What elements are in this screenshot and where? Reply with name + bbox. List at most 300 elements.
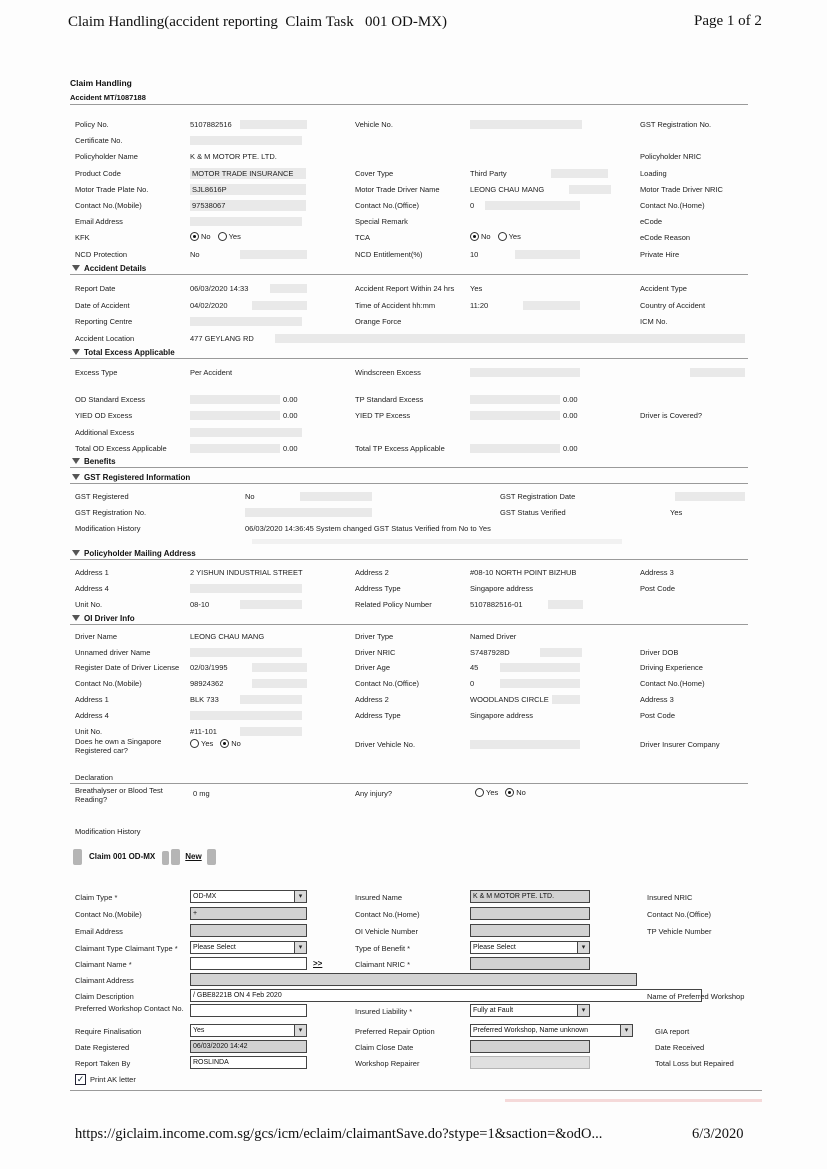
field-value: 04/02/2020	[190, 301, 228, 310]
form-row	[70, 198, 762, 214]
field-label: Preferred Workshop Contact No.	[75, 1004, 184, 1013]
field-label: Any injury?	[355, 789, 393, 798]
field-label: Register Date of Driver License	[75, 663, 180, 672]
radio-button[interactable]	[475, 788, 484, 797]
field-label: Date Registered	[75, 1043, 130, 1052]
radio-label: No	[516, 788, 526, 797]
form-row	[70, 281, 762, 297]
field-label: GST Registration No.	[75, 508, 147, 517]
form-row	[70, 408, 762, 424]
field-label: Claimant Name *	[75, 960, 132, 969]
field-label: Address 2	[355, 695, 389, 704]
redacted-box	[190, 217, 302, 226]
field-value: 0 mg	[193, 789, 210, 798]
form-row	[70, 597, 762, 613]
field-label: OI Vehicle Number	[355, 927, 418, 936]
dropdown-value: Please Select	[193, 944, 236, 951]
field-label: Post Code	[640, 711, 676, 720]
claimant-type-select[interactable]	[190, 941, 307, 954]
field-label: Contact No.(Office)	[647, 910, 712, 919]
form-row	[70, 182, 762, 198]
redacted-box	[485, 201, 580, 210]
redacted-box	[240, 727, 302, 736]
field-label: Total OD Excess Applicable	[75, 444, 167, 453]
field-label: Additional Excess	[75, 428, 135, 437]
own-singapore-car-radio-group	[190, 739, 248, 748]
field-label: Driver Name	[75, 632, 118, 641]
form-row	[70, 1040, 762, 1056]
field-value: 97538067	[190, 200, 306, 211]
section-title: Policyholder Mailing Address	[84, 548, 196, 558]
form-row	[70, 214, 762, 230]
form-row	[70, 1024, 762, 1040]
field-label: Breathalyser or Blood Test Reading?	[75, 786, 163, 804]
form-row	[70, 1056, 762, 1072]
claim-description-input[interactable]: / GBE8221B ON 4 Feb 2020	[190, 989, 702, 1002]
redacted-box	[523, 301, 580, 310]
field-value: MOTOR TRADE INSURANCE	[190, 168, 306, 179]
field-label: Claim Close Date	[355, 1043, 414, 1052]
claimant-address-input[interactable]	[190, 973, 637, 986]
tab-edge-decoration	[162, 851, 169, 865]
radio-label: Yes	[508, 232, 521, 241]
field-label: Address 1	[75, 568, 109, 577]
tab-edge-decoration	[207, 849, 216, 865]
dropdown-value: Preferred Workshop, Name unknown	[473, 1027, 589, 1034]
radio-button[interactable]	[498, 232, 507, 241]
redacted-box	[252, 679, 307, 688]
field-label: Total Loss but Repaired	[655, 1059, 734, 1068]
field-label: Driver is Covered?	[640, 411, 703, 420]
radio-button[interactable]	[505, 788, 514, 797]
header-rule	[70, 104, 748, 105]
field-label: Unit No.	[75, 600, 103, 609]
section-header	[70, 263, 146, 273]
field-label: Excess Type	[75, 368, 118, 377]
field-label: Email Address	[75, 927, 123, 936]
radio-label: No	[231, 739, 241, 748]
redacted-box	[470, 411, 560, 420]
field-label: Total TP Excess Applicable	[355, 444, 445, 453]
section-title: OI Driver Info	[84, 613, 135, 623]
form-row	[70, 1004, 762, 1026]
radio-button[interactable]	[190, 232, 199, 241]
field-label: Contact No.(Home)	[640, 679, 705, 688]
form-row	[70, 425, 762, 441]
form-row	[70, 692, 762, 708]
section-collapse-icon[interactable]	[72, 349, 80, 355]
redacted-box	[470, 120, 582, 129]
form-row	[70, 629, 762, 645]
redacted-box	[190, 411, 280, 420]
redacted-box	[240, 250, 307, 259]
form-row	[70, 314, 762, 330]
checkbox[interactable]: ✓	[76, 1074, 85, 1084]
section-header	[70, 347, 175, 357]
form-row	[70, 365, 762, 381]
section-rule	[70, 467, 748, 468]
accident-reference: Accident MT/1087188	[70, 93, 146, 102]
radio-label: Yes	[201, 739, 214, 748]
field-label: Modification History	[75, 524, 141, 533]
field-label: Address 1	[75, 695, 109, 704]
form-row	[70, 117, 762, 133]
dropdown-arrow-icon: ▾	[620, 1025, 632, 1036]
redacted-box	[552, 695, 580, 704]
field-label: Cover Type	[355, 169, 394, 178]
print-ak-letter-checkbox	[75, 1074, 136, 1085]
section-rule	[70, 358, 748, 359]
amount-value: 0.00	[283, 411, 298, 420]
amount-value: 0.00	[563, 411, 578, 420]
field-value: 06/03/2020 14:36:45 System changed GST Status Verified from No to Yes	[245, 524, 491, 533]
checkbox-label: Print AK letter	[90, 1075, 136, 1084]
form-row	[70, 645, 762, 661]
field-label: Claimant Address	[75, 976, 134, 985]
section-collapse-icon[interactable]	[72, 458, 80, 464]
field-label: Date Received	[655, 1043, 705, 1052]
field-value: 2 YISHUN INDUSTRIAL STREET	[190, 568, 303, 577]
form-row	[70, 708, 762, 724]
amount-value: 0.00	[283, 444, 298, 453]
radio-button[interactable]	[218, 232, 227, 241]
radio-button[interactable]	[220, 739, 229, 748]
field-label: Insured Name	[355, 893, 403, 902]
field-label: TP Standard Excess	[355, 395, 424, 404]
section-title: Total Excess Applicable	[84, 347, 175, 357]
form-row	[70, 890, 762, 906]
form-row	[70, 565, 762, 581]
section-rule	[70, 483, 748, 484]
redacted-box	[240, 600, 302, 609]
section-title: GST Registered Information	[84, 472, 191, 482]
redacted-box	[190, 395, 280, 404]
section-header	[70, 548, 196, 558]
field-label: Contact No.(Mobile)	[75, 679, 142, 688]
field-value: 5107882516	[190, 120, 232, 129]
preferred-repair-option-select[interactable]	[470, 1024, 633, 1037]
section-collapse-icon[interactable]	[72, 474, 80, 480]
field-value: 11:20	[470, 301, 489, 310]
type-of-benefit-select[interactable]	[470, 941, 590, 954]
print-footer-url: https://giclaim.income.com.sg/gcs/icm/eclaim/claimantSave.do?stype=1&saction=&odO...	[75, 1126, 603, 1142]
form-row	[70, 392, 762, 408]
form-row	[70, 298, 762, 314]
field-label: Post Code	[640, 584, 676, 593]
redacted-box	[500, 663, 580, 672]
field-label: Date of Accident	[75, 301, 130, 310]
claim-type-select[interactable]	[190, 890, 307, 903]
field-label: Email Address	[75, 217, 123, 226]
claimant-name-lookup-link[interactable]: >>	[313, 959, 323, 968]
claimant-nric-input[interactable]	[470, 957, 590, 970]
report-taken-by-input[interactable]: ROSLINDA	[190, 1056, 307, 1069]
field-label: Motor Trade Plate No.	[75, 185, 149, 194]
field-label: GST Status Verified	[500, 508, 566, 517]
field-label: Policyholder NRIC	[640, 152, 702, 161]
field-value: Per Accident	[190, 368, 233, 377]
field-label: Product Code	[75, 169, 121, 178]
field-label: Driving Experience	[640, 663, 703, 672]
redacted-box	[252, 301, 307, 310]
field-value: #08-10 NORTH POINT BIZHUB	[470, 568, 577, 577]
redacted-box	[252, 663, 307, 672]
redacted-box	[548, 600, 583, 609]
field-label: Time of Accident hh:mm	[355, 301, 436, 310]
field-label: Country of Accident	[640, 301, 706, 310]
redacted-box	[551, 169, 608, 178]
field-label: Certificate No.	[75, 136, 123, 145]
field-label: Type of Benefit *	[355, 944, 411, 953]
radio-button[interactable]	[190, 739, 199, 748]
redacted-box	[470, 368, 580, 377]
section-rule	[70, 274, 748, 275]
print-footer-date: 6/3/2020	[692, 1126, 744, 1142]
redacted-box	[275, 334, 745, 343]
print-page-number: Page 1 of 2	[694, 13, 762, 29]
form-row	[70, 230, 762, 246]
kfk-radio-group	[190, 232, 248, 241]
field-value: Named Driver	[470, 632, 517, 641]
field-label: Address 4	[75, 584, 109, 593]
any-injury-radio-group	[475, 788, 533, 797]
dropdown-arrow-icon: ▾	[577, 1005, 589, 1016]
scan-artifact-line	[505, 1099, 762, 1102]
tab-claim-001-od-mx[interactable]: Claim 001 OD-MX	[89, 852, 156, 861]
form-row	[70, 973, 762, 989]
field-label: eCode	[640, 217, 663, 226]
field-label: Contact No.(Office)	[355, 679, 420, 688]
radio-label: No	[481, 232, 491, 241]
field-label: Motor Trade Driver NRIC	[640, 185, 723, 194]
field-label: Name of Preferred Workshop	[647, 992, 745, 1001]
require-finalisation-select[interactable]	[190, 1024, 307, 1037]
field-label: Preferred Repair Option	[355, 1027, 435, 1036]
field-label: Address 2	[355, 568, 389, 577]
redacted-box	[569, 185, 611, 194]
field-label: Address 4	[75, 711, 109, 720]
field-value: K & M MOTOR PTE. LTD.	[190, 152, 277, 161]
amount-value: 0.00	[283, 395, 298, 404]
field-value: LEONG CHAU MANG	[470, 185, 545, 194]
field-label: OD Standard Excess	[75, 395, 146, 404]
field-value: #11-101	[190, 727, 217, 736]
field-label: Contact No.(Office)	[355, 201, 420, 210]
section-title: Accident Details	[84, 263, 147, 273]
redacted-box	[190, 648, 302, 657]
field-value: 08-10	[190, 600, 210, 609]
field-value: No	[245, 492, 255, 501]
form-row	[70, 924, 762, 940]
field-label: Address 3	[640, 568, 674, 577]
print-header-title: Claim Handling(accident reporting Claim Task 001 OD-MX)	[68, 14, 448, 30]
field-value: 98924362	[190, 679, 224, 688]
section-collapse-icon[interactable]	[72, 265, 80, 271]
field-label: ICM No.	[640, 317, 668, 326]
contact-mobile-input[interactable]: +	[190, 907, 307, 920]
field-label: TCA	[355, 233, 370, 242]
redacted-box	[190, 428, 302, 437]
form-row	[70, 581, 762, 597]
field-value: 10	[470, 250, 479, 259]
field-value: 02/03/1995	[190, 663, 228, 672]
redacted-box	[240, 120, 307, 129]
field-label: Contact No.(Mobile)	[75, 201, 142, 210]
field-label: TP Vehicle Number	[647, 927, 712, 936]
field-label: Reporting Centre	[75, 317, 133, 326]
form-row	[70, 133, 762, 149]
field-label: Claimant NRIC *	[355, 960, 411, 969]
form-row	[70, 149, 762, 165]
form-row	[70, 737, 762, 759]
form-row	[70, 1074, 762, 1090]
insured-liability-select[interactable]	[470, 1004, 590, 1017]
insured-name-input[interactable]: K & M MOTOR PTE. LTD.	[470, 890, 590, 903]
field-label: Insured Liability *	[355, 1007, 413, 1016]
dropdown-value: Please Select	[473, 944, 516, 951]
redacted-box	[470, 740, 580, 749]
redacted-box	[252, 539, 622, 544]
dropdown-value: Fully at Fault	[473, 1007, 514, 1014]
field-label: Windscreen Excess	[355, 368, 421, 377]
subsection-rule	[70, 783, 748, 784]
field-value: 477 GEYLANG RD	[190, 334, 254, 343]
redacted-box	[540, 648, 582, 657]
amount-value: 0.00	[563, 444, 578, 453]
section-rule	[70, 559, 748, 560]
section-collapse-icon[interactable]	[72, 550, 80, 556]
field-label: Address 3	[640, 695, 674, 704]
dropdown-value: Yes	[193, 1027, 205, 1034]
field-label: Contact No.(Home)	[640, 201, 705, 210]
redacted-box	[515, 250, 580, 259]
contact-home-input[interactable]	[470, 907, 590, 920]
field-label: Motor Trade Driver Name	[355, 185, 440, 194]
bottom-rule	[70, 1090, 762, 1091]
field-label: Special Remark	[355, 217, 408, 226]
field-value: 0	[470, 679, 475, 688]
preferred-workshop-contact-input[interactable]	[190, 1004, 307, 1017]
form-row	[70, 489, 762, 505]
form-row	[70, 505, 762, 521]
redacted-box	[190, 444, 280, 453]
field-label: Private Hire	[640, 250, 680, 259]
field-label: Accident Location	[75, 334, 135, 343]
standalone-label: Modification History	[75, 827, 141, 836]
dropdown-arrow-icon: ▾	[294, 1025, 306, 1036]
field-value: Singapore address	[470, 711, 533, 720]
field-value: BLK 733	[190, 695, 219, 704]
field-label: Claim Description	[75, 992, 134, 1001]
tab-edge-decoration	[171, 849, 180, 865]
field-label: Orange Force	[355, 317, 402, 326]
section-collapse-icon[interactable]	[72, 615, 80, 621]
radio-button[interactable]	[470, 232, 479, 241]
redacted-box	[470, 395, 560, 404]
field-label: Accident Type	[640, 284, 687, 293]
field-label: NCD Entitlement(%)	[355, 250, 423, 259]
form-row	[70, 441, 762, 457]
form-row	[70, 166, 762, 182]
form-row	[70, 660, 762, 676]
form-row	[70, 521, 762, 537]
form-row	[70, 989, 762, 1005]
redacted-box	[190, 711, 302, 720]
radio-label: Yes	[228, 232, 241, 241]
form-row	[70, 941, 762, 957]
field-label: Unnamed driver Name	[75, 648, 151, 657]
field-label: Policy No.	[75, 120, 109, 129]
field-value: 5107882516-01	[470, 600, 523, 609]
field-label: Report Taken By	[75, 1059, 131, 1068]
oi-vehicle-number-input[interactable]	[470, 924, 590, 937]
tab-edge-decoration	[73, 849, 82, 865]
redacted-box	[190, 136, 302, 145]
field-value: Third Party	[470, 169, 507, 178]
email-address-input[interactable]	[190, 924, 307, 937]
claim-tab-bar	[73, 846, 216, 865]
field-label: Unit No.	[75, 727, 103, 736]
claim-close-date-input[interactable]	[470, 1040, 590, 1053]
redacted-box	[470, 444, 560, 453]
form-row	[70, 907, 762, 923]
field-label: YIED TP Excess	[355, 411, 411, 420]
field-label: Workshop Repairer	[355, 1059, 420, 1068]
field-value: S7487928D	[470, 648, 510, 657]
claimant-name-input[interactable]	[190, 957, 307, 970]
field-label: GST Registered	[75, 492, 129, 501]
form-row	[70, 331, 762, 347]
tca-radio-group	[470, 232, 528, 241]
field-label: GST Registration No.	[640, 120, 712, 129]
dropdown-arrow-icon: ▾	[577, 942, 589, 953]
field-label: Claim Type *	[75, 893, 118, 902]
form-row	[70, 957, 762, 973]
field-label: Report Date	[75, 284, 116, 293]
field-label: KFK	[75, 233, 90, 242]
section-header	[70, 472, 190, 482]
dropdown-arrow-icon: ▾	[294, 891, 306, 902]
amount-value: 0.00	[563, 395, 578, 404]
field-label: Loading	[640, 169, 667, 178]
field-label: GST Registration Date	[500, 492, 576, 501]
field-label: Insured NRIC	[647, 893, 693, 902]
section-header	[70, 613, 135, 623]
field-value: WOODLANDS CIRCLE	[470, 695, 549, 704]
form-row	[70, 676, 762, 692]
radio-label: No	[201, 232, 211, 241]
field-value: Singapore address	[470, 584, 533, 593]
field-label: Vehicle No.	[355, 120, 393, 129]
form-content	[70, 0, 762, 1169]
redacted-box	[500, 679, 580, 688]
form-row	[70, 247, 762, 263]
field-label: Contact No.(Mobile)	[75, 910, 142, 919]
subsection-title: Declaration	[75, 773, 113, 782]
field-label: Related Policy Number	[355, 600, 432, 609]
redacted-box	[270, 284, 307, 293]
field-label: GIA report	[655, 1027, 690, 1036]
field-label: Driver NRIC	[355, 648, 396, 657]
page-title: Claim Handling	[70, 78, 132, 88]
field-label: Driver DOB	[640, 648, 679, 657]
field-label: Address Type	[355, 711, 401, 720]
workshop-repairer-input[interactable]	[470, 1056, 590, 1069]
field-value: 0	[470, 201, 475, 210]
date-registered-input[interactable]: 06/03/2020 14:42	[190, 1040, 307, 1053]
field-value: No	[190, 250, 200, 259]
tab-new-claim[interactable]: New	[185, 852, 202, 861]
